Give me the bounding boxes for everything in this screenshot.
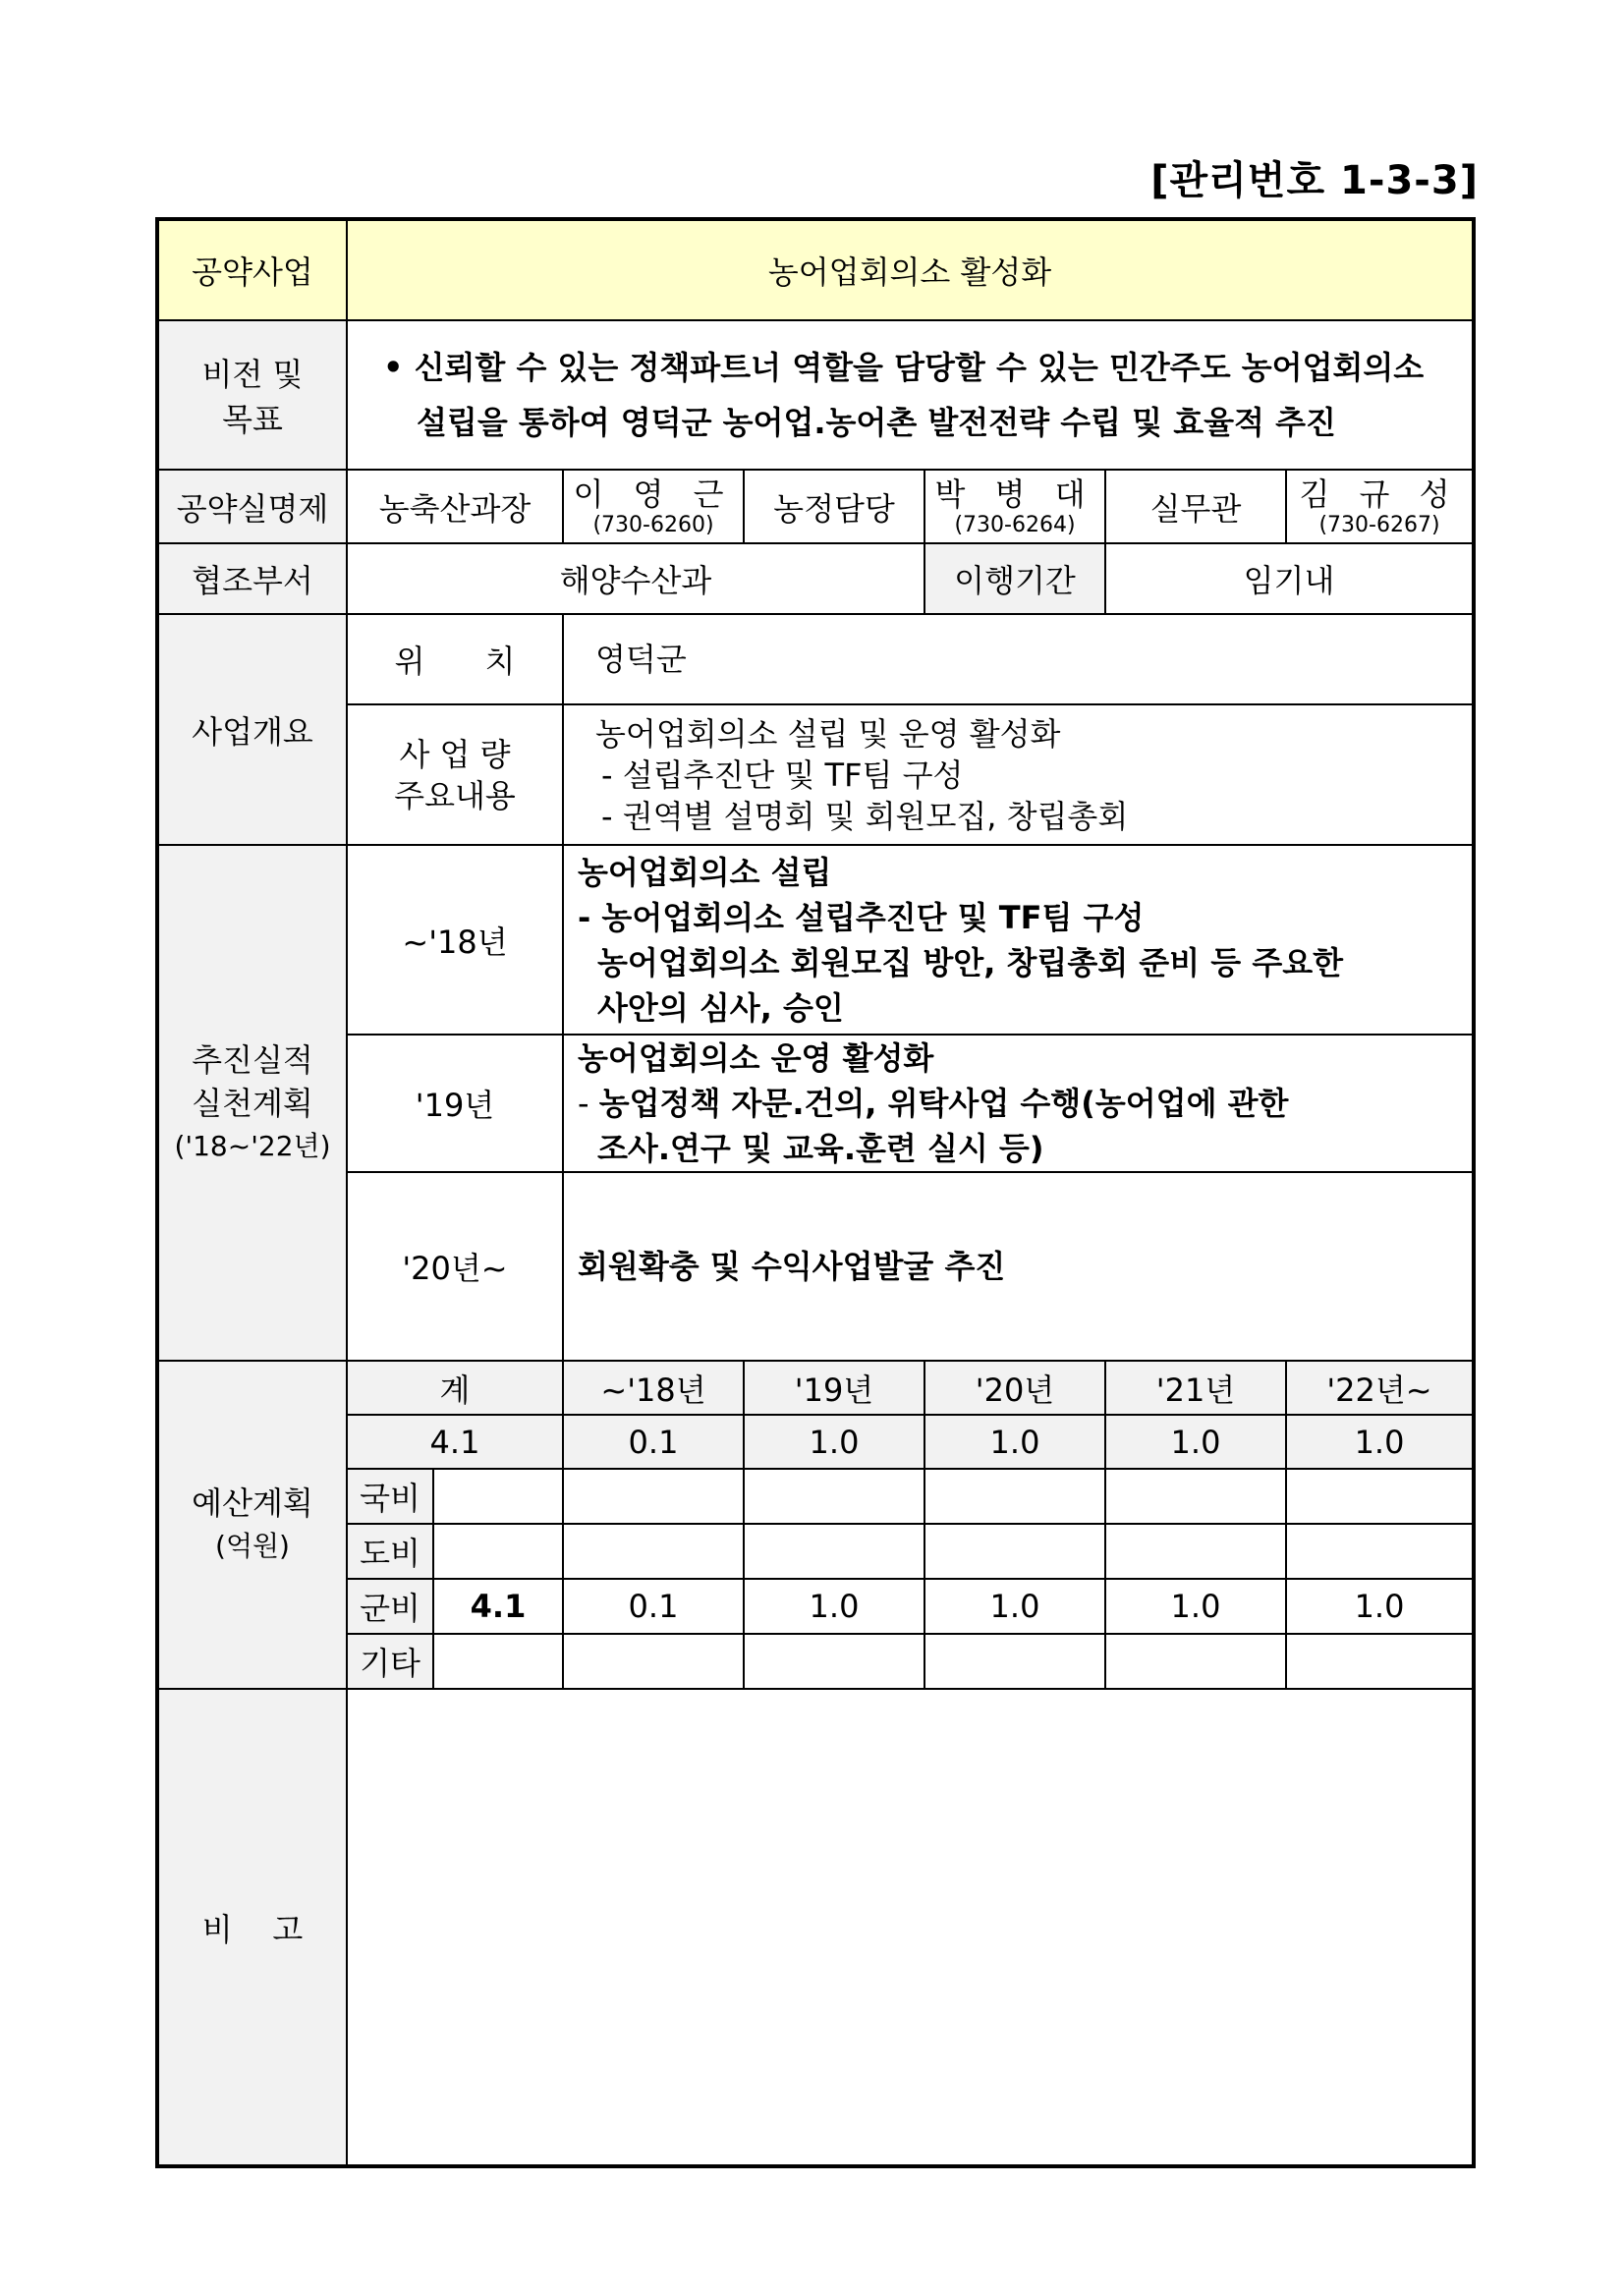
budget-cell: 0.1 xyxy=(563,1579,744,1634)
location-label: 위 치 xyxy=(347,614,563,704)
progress-plan-1: 농어업회의소 설립 - 농어업회의소 설립추진단 및 TF팀 구성 농어업회의소 회원모집 방안, 창립총회 준비 등 주요한 사안의 심사, 승인 xyxy=(563,845,1474,1035)
overview-label: 사업개요 xyxy=(157,614,347,845)
budget-cell xyxy=(924,1634,1105,1689)
budget-source-label: 군비 xyxy=(347,1579,433,1634)
responsible-label: 공약실명제 xyxy=(157,470,347,543)
dept-1: 농축산과장 xyxy=(347,470,563,543)
pledge-label: 공약사업 xyxy=(157,219,347,320)
budget-label: 예산계획 (억원) xyxy=(157,1361,347,1689)
progress-year-2: '19년 xyxy=(347,1035,563,1172)
budget-cell: 1.0 xyxy=(744,1579,924,1634)
budget-total-cell: 1.0 xyxy=(1105,1415,1286,1469)
budget-source-label: 국비 xyxy=(347,1469,433,1524)
scope-value: 농어업회의소 설립 및 운영 활성화 - 설립추진단 및 TF팀 구성 - 권역별 설명회 및 회원모집, 창립총회 xyxy=(563,704,1474,845)
budget-header: '21년 xyxy=(1105,1361,1286,1415)
budget-cell xyxy=(563,1469,744,1524)
budget-header-total: 계 xyxy=(347,1361,563,1415)
remarks-value xyxy=(347,1689,1474,2166)
pledge-table xyxy=(155,217,1476,2168)
budget-cell xyxy=(1286,1469,1474,1524)
budget-cell: 1.0 xyxy=(1286,1579,1474,1634)
budget-total-sum: 4.1 xyxy=(347,1415,563,1469)
person-2: 박 병 대 (730-6264) xyxy=(924,470,1105,543)
budget-source-label: 도비 xyxy=(347,1524,433,1579)
period-value: 임기내 xyxy=(1105,543,1474,614)
budget-source-total: 4.1 xyxy=(433,1579,563,1634)
progress-year-1: ~'18년 xyxy=(347,845,563,1035)
budget-cell xyxy=(924,1524,1105,1579)
cooperation-dept: 해양수산과 xyxy=(347,543,924,614)
budget-source-label: 기타 xyxy=(347,1634,433,1689)
budget-cell: 1.0 xyxy=(924,1579,1105,1634)
scope-label: 사 업 량 주요내용 xyxy=(347,704,563,845)
budget-cell xyxy=(1105,1469,1286,1524)
period-label: 이행기간 xyxy=(924,543,1105,614)
budget-header: '20년 xyxy=(924,1361,1105,1415)
page-title: 농어업회의소 활성화 xyxy=(347,219,1474,320)
location-value: 영덕군 xyxy=(563,614,1474,704)
budget-header: ~'18년 xyxy=(563,1361,744,1415)
budget-cell xyxy=(563,1634,744,1689)
progress-label: 추진실적 실천계획 ('18~'22년) xyxy=(157,845,347,1361)
progress-plan-2: 농어업회의소 운영 활성화 - 농업정책 자문.건의, 위탁사업 수행(농어업에 관한 조사.연구 및 교육.훈련 실시 등) xyxy=(563,1035,1474,1172)
budget-cell xyxy=(924,1469,1105,1524)
budget-header: '19년 xyxy=(744,1361,924,1415)
person-1: 이 영 근 (730-6260) xyxy=(563,470,744,543)
budget-total-cell: 1.0 xyxy=(744,1415,924,1469)
budget-source-total xyxy=(433,1524,563,1579)
budget-cell xyxy=(1286,1524,1474,1579)
budget-cell xyxy=(744,1524,924,1579)
budget-total-cell: 1.0 xyxy=(1286,1415,1474,1469)
progress-plan-3: 회원확충 및 수익사업발굴 추진 xyxy=(563,1172,1474,1361)
vision-label: 비전 및 목표 xyxy=(157,320,347,470)
budget-cell xyxy=(744,1469,924,1524)
vision-text: • 신뢰할 수 있는 정책파트너 역할을 담당할 수 있는 민간주도 농어업회의소 설립을 통하여 영덕군 농어업.농어촌 발전전략 수립 및 효율적 추진 xyxy=(347,320,1474,470)
budget-cell xyxy=(1105,1634,1286,1689)
budget-source-total xyxy=(433,1634,563,1689)
budget-total-cell: 0.1 xyxy=(563,1415,744,1469)
budget-cell xyxy=(563,1524,744,1579)
person-3: 김 규 성 (730-6267) xyxy=(1286,470,1474,543)
progress-year-3: '20년~ xyxy=(347,1172,563,1361)
management-number: [관리번호 1-3-3] xyxy=(1150,158,1479,203)
remarks-label: 비 고 xyxy=(157,1689,347,2166)
dept-3: 실무관 xyxy=(1105,470,1286,543)
budget-cell xyxy=(1105,1524,1286,1579)
budget-cell xyxy=(1286,1634,1474,1689)
budget-cell xyxy=(744,1634,924,1689)
budget-cell: 1.0 xyxy=(1105,1579,1286,1634)
cooperation-label: 협조부서 xyxy=(157,543,347,614)
dept-2: 농정담당 xyxy=(744,470,924,543)
budget-header: '22년~ xyxy=(1286,1361,1474,1415)
budget-source-total xyxy=(433,1469,563,1524)
budget-total-cell: 1.0 xyxy=(924,1415,1105,1469)
